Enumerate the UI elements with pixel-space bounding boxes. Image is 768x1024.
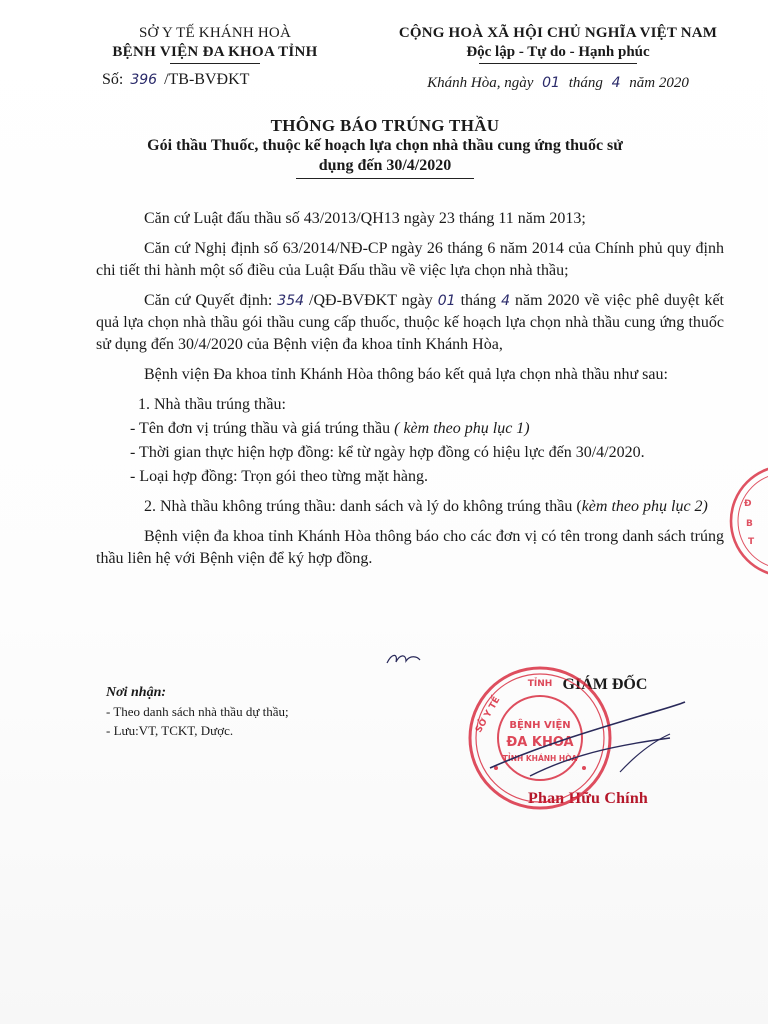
date-year: năm 2020 [629,75,689,91]
item-winning-bidders: 1. Nhà thầu trúng thầu: [138,396,286,413]
date-month-label: tháng [568,75,603,91]
title-underline [296,178,474,179]
closing-paragraph: Bệnh viện đa khoa tỉnh Khánh Hòa thông báo cho các đơn vị có tên trong danh sách trúng thầu liên hệ với Bệnh viện để ký hợp đồng. [96,528,724,567]
date-place: Khánh Hòa, ngày [427,75,534,91]
title-main: THÔNG BÁO TRÚNG THẦU [270,116,500,135]
doc-number-handwritten: 396 [130,72,158,88]
document-number [80,70,350,90]
header-underline [170,63,260,64]
seal-ring-text: SỞ Y TẾ [474,695,503,735]
date-day-handwritten: 01 [542,75,560,91]
decision-text-a: Căn cứ Quyết định: [144,292,273,309]
decision-text-b: /QĐ-BVĐKT ngày [309,292,433,309]
signature-scribble-icon [470,676,700,796]
decision-text-d: năm 2020 về việc phê duyệt kết quả lựa chọn nhà thầu gói thầu cung cấp thuốc, thuộc kế hoạch lựa chọn nhà thầu cung ứng thuốc sử dụng đến 30/4/2020 của Bệnh viện đa khoa tỉnh Khánh Hòa, [96,292,724,353]
recipients-block [106,683,406,740]
item2-text: 2. Nhà thầu không trúng thầu: danh sách và lý do không trúng thầu ( [144,498,582,515]
motto-underline [479,63,637,64]
basis-law: Căn cứ Luật đấu thầu số 43/2013/QH13 ngày 23 tháng 11 năm 2013; [144,210,586,227]
initials-mark-icon [384,648,424,670]
bullet-contract-period: - Thời gian thực hiện hợp đồng: kể từ ngày hợp đồng có hiệu lực đến 30/4/2020. [130,444,645,461]
agency-name: SỞ Y TẾ KHÁNH HOÀ [138,25,291,41]
decision-day-handwritten: 01 [437,293,456,309]
basis-decision [96,290,724,356]
seal-line3: TỈNH KHÁNH HÒA [502,754,578,763]
announcement: Bệnh viện Đa khoa tỉnh Khánh Hòa thông báo kết quả lựa chọn nhà thầu như sau: [144,366,668,383]
recipient-item: - Theo danh sách nhà thầu dự thầu; [106,704,289,719]
doc-number-suffix: /TB-BVĐKT [164,71,250,88]
title-subtitle-line1: Gói thầu Thuốc, thuộc kế hoạch lựa chọn nhà thầu cung ứng thuốc sử [147,137,623,154]
decision-number-handwritten: 354 [277,293,305,309]
bullet-winner-names [96,418,724,440]
national-motto: Độc lập - Tự do - Hạnh phúc [466,44,650,60]
issuer-header [80,24,350,90]
bullet-contract-type: - Loại hợp đồng: Trọn gói theo từng mặt hàng. [130,468,429,485]
title-subtitle-line2: dụng đến 30/4/2020 [318,157,452,174]
signer-role: GIÁM ĐỐC [562,676,648,693]
decision-text-c: tháng [460,292,497,309]
document-body [96,208,724,578]
seal-line2: ĐA KHOA [506,735,574,750]
hospital-name: BỆNH VIỆN ĐA KHOA TỈNH [112,44,318,60]
date-month-handwritten: 4 [611,75,621,91]
seal-line1: BỆNH VIỆN [509,720,571,731]
decision-month-handwritten: 4 [501,293,511,309]
partial-seal-icon [724,462,768,580]
national-header [368,24,748,93]
recipient-item: - Lưu:VT, TCKT, Dược. [106,723,234,738]
bullet-winner-note: ( kèm theo phụ lục 1) [394,420,530,437]
svg-text:Đ: Đ [744,499,752,509]
document-title [120,116,650,179]
bullet-winner-text: - Tên đơn vị trúng thầu và giá trúng thầu [130,420,391,437]
seal-province-text: TỈNH [527,679,553,689]
issue-date [368,74,748,93]
svg-text:T: T [748,537,755,547]
basis-decree: Căn cứ Nghị định số 63/2014/NĐ-CP ngày 26 tháng 6 năm 2014 của Chính phủ quy định chi tiết thi hành một số điều của Luật Đấu thầu về việc lựa chọn nhà thầu; [96,240,724,279]
item2-note: kèm theo phụ lục 2) [581,498,708,515]
item-losing-bidders [96,496,724,518]
nation-name: CỘNG HOÀ XÃ HỘI CHỦ NGHĨA VIỆT NAM [398,25,718,41]
svg-text:B: B [746,519,753,529]
signer-name: Phan Hữu Chính [528,790,649,807]
doc-number-prefix: Số: [102,71,124,88]
recipients-label: Nơi nhận: [106,685,167,700]
